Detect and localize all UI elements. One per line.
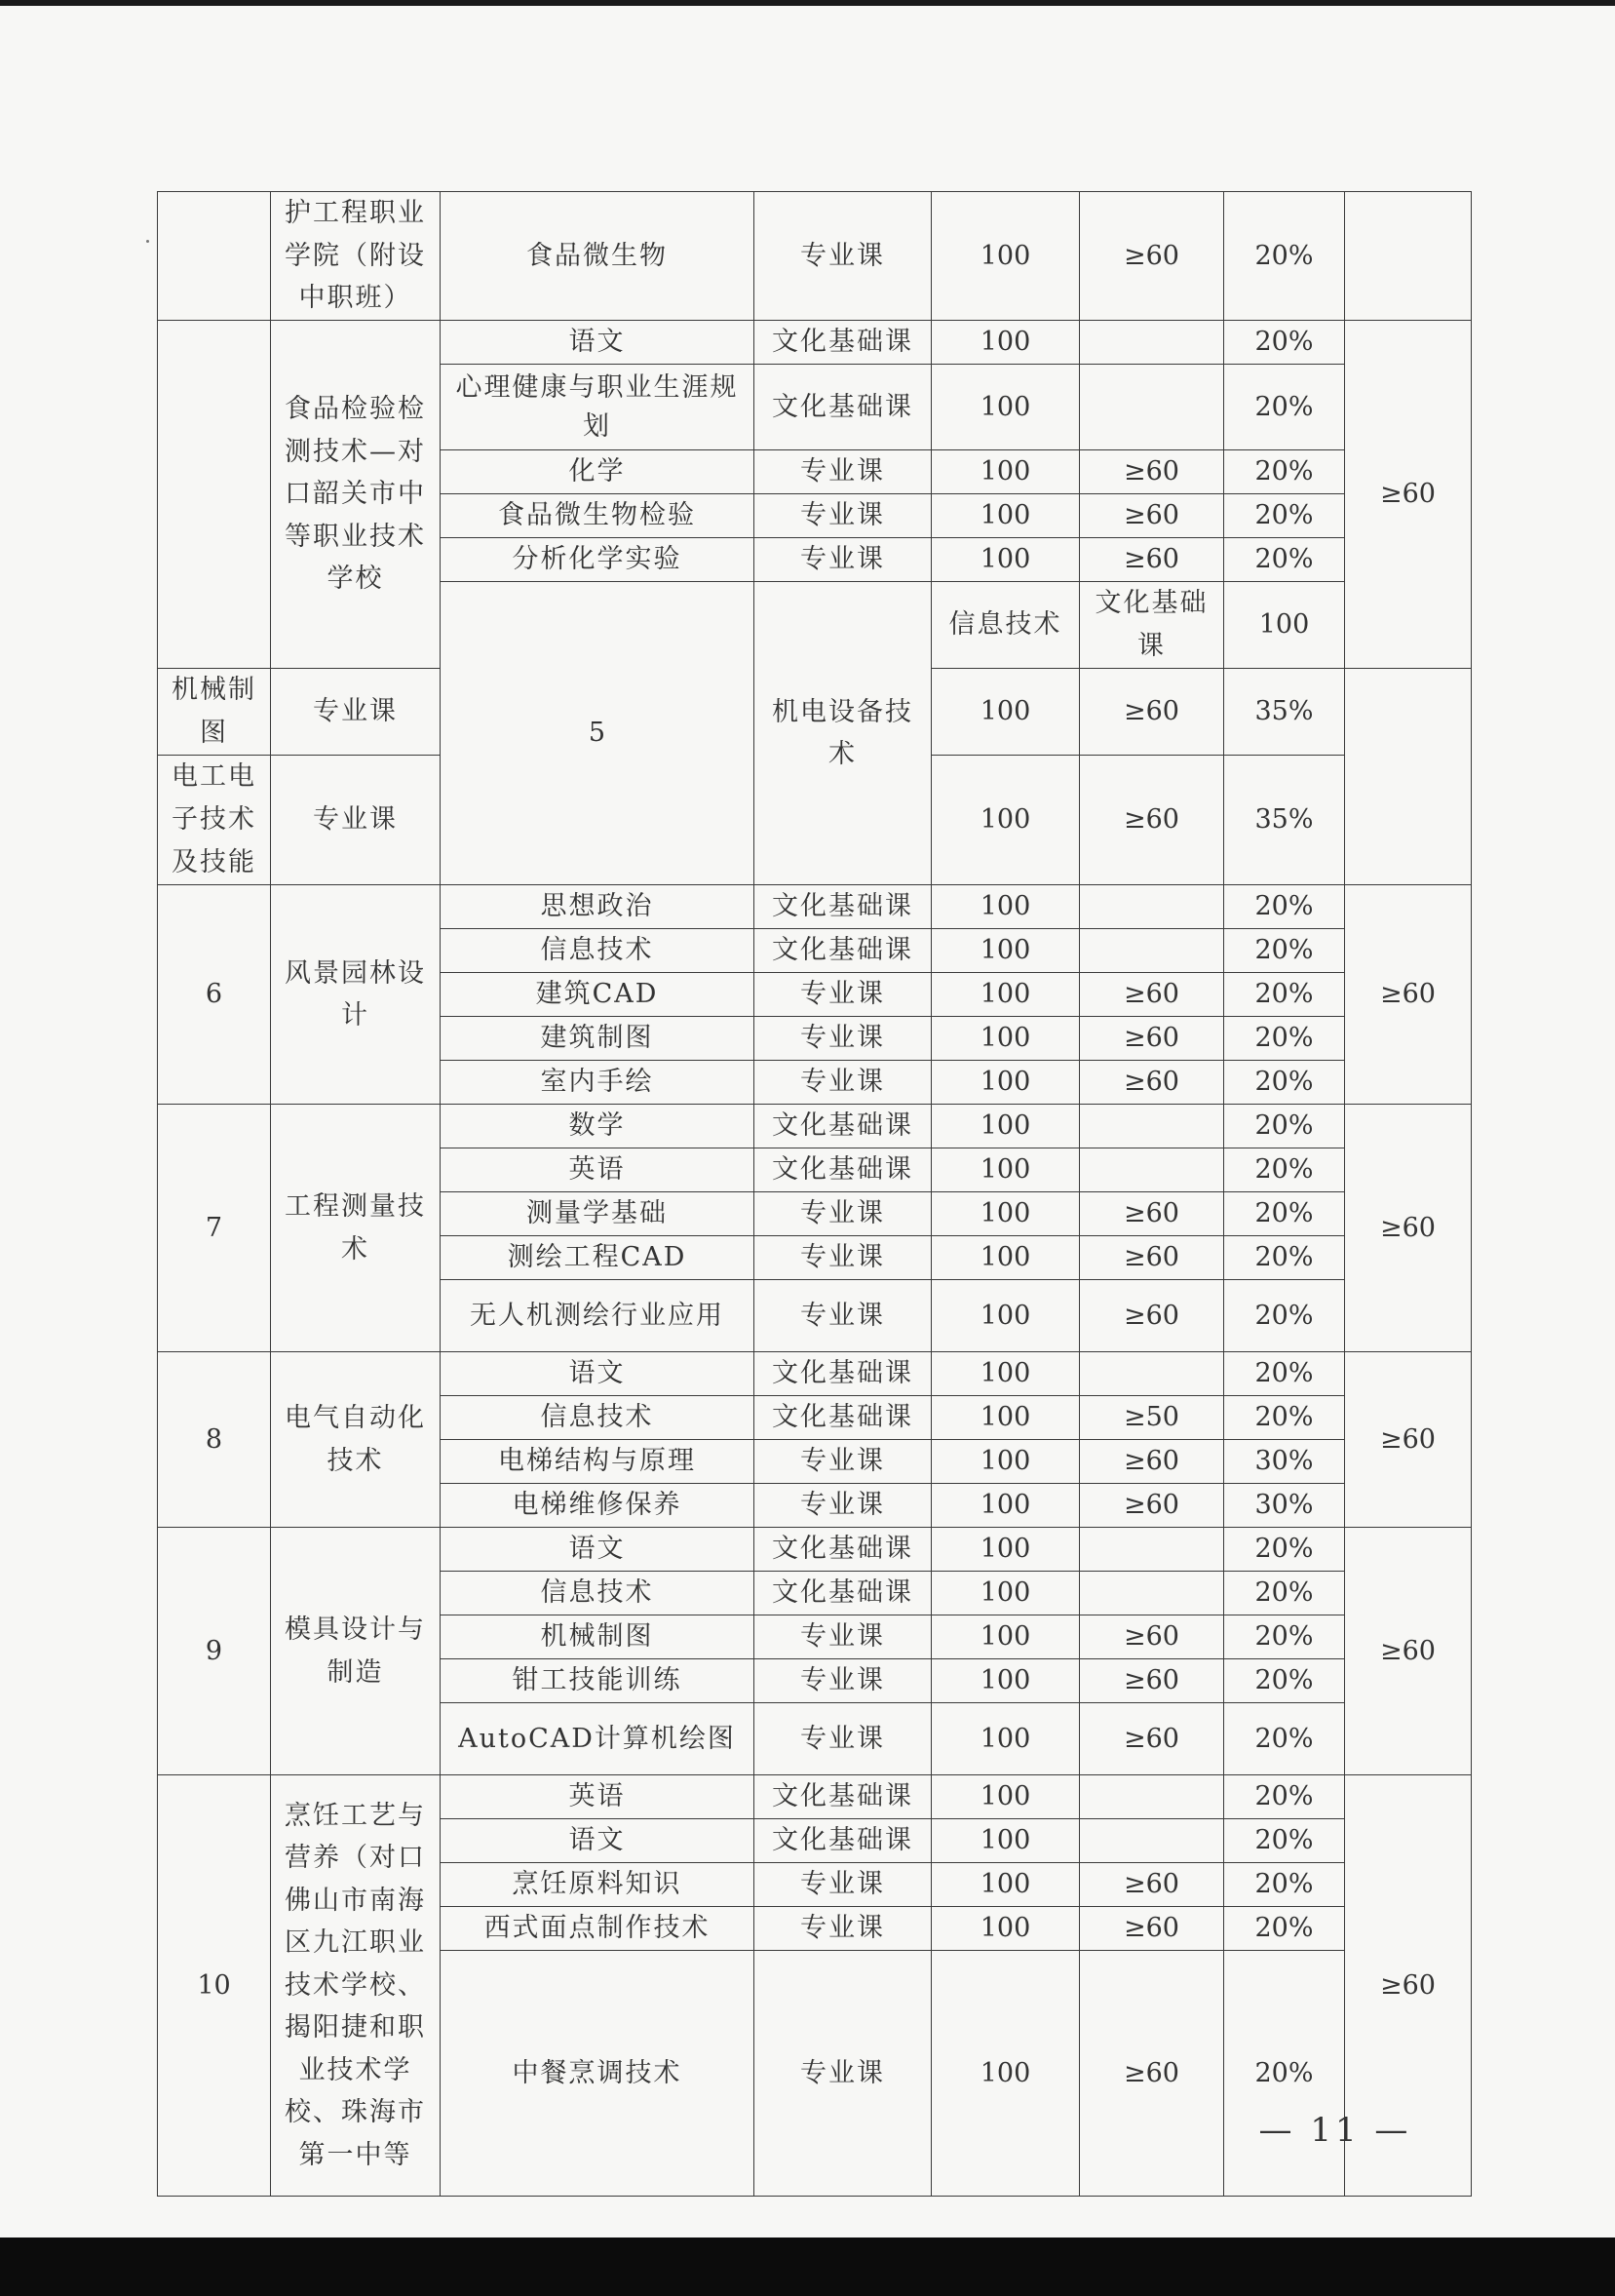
full-score-cell: 100 xyxy=(932,1775,1080,1819)
subject-cell: 英语 xyxy=(441,1148,754,1192)
course-type-cell: 专业课 xyxy=(754,973,932,1017)
weight-cell: 20% xyxy=(1224,538,1345,582)
full-score-cell: 100 xyxy=(932,1192,1080,1236)
course-type-cell: 文化基础课 xyxy=(754,929,932,973)
min-score-cell xyxy=(1080,1352,1224,1396)
min-score-cell xyxy=(1080,1148,1224,1192)
course-type-cell: 文化基础课 xyxy=(754,321,932,365)
full-score-cell: 100 xyxy=(932,1440,1080,1484)
row-number-cell: 6 xyxy=(158,885,271,1105)
weight-cell: 30% xyxy=(1224,1484,1345,1528)
weight-cell: 20% xyxy=(1224,1236,1345,1280)
min-score-cell xyxy=(1080,1819,1224,1863)
weight-cell: 20% xyxy=(1224,1572,1345,1615)
full-score-cell: 100 xyxy=(932,1396,1080,1440)
full-score-cell: 100 xyxy=(932,1863,1080,1907)
table-row xyxy=(158,1775,1472,1819)
min-score-cell: ≥60 xyxy=(1080,1017,1224,1061)
full-score-cell: 100 xyxy=(932,1017,1080,1061)
total-score-cell: ≥60 xyxy=(1345,1775,1472,2197)
min-score-cell: ≥60 xyxy=(1080,756,1224,885)
course-type-cell: 专业课 xyxy=(754,494,932,538)
full-score-cell: 100 xyxy=(932,1061,1080,1105)
course-type-cell: 专业课 xyxy=(754,1017,932,1061)
min-score-cell: ≥60 xyxy=(1080,494,1224,538)
major-cell: 机电设备技术 xyxy=(754,582,932,885)
page-number: — 11 — xyxy=(1258,2111,1412,2150)
major-cell: 模具设计与制造 xyxy=(271,1528,441,1775)
min-score-cell xyxy=(1080,1572,1224,1615)
min-score-cell: ≥50 xyxy=(1080,1396,1224,1440)
min-score-cell xyxy=(1080,1105,1224,1148)
subject-cell: 信息技术 xyxy=(441,929,754,973)
min-score-cell xyxy=(1080,885,1224,929)
total-score-cell: ≥60 xyxy=(1345,885,1472,1105)
subject-cell: 烹饪原料知识 xyxy=(441,1863,754,1907)
weight-cell: 20% xyxy=(1224,1396,1345,1440)
full-score-cell: 100 xyxy=(932,1703,1080,1775)
weight-cell: 20% xyxy=(1224,1775,1345,1819)
weight-cell: 20% xyxy=(1224,1352,1345,1396)
full-score-cell: 100 xyxy=(932,1352,1080,1396)
min-score-cell: ≥60 xyxy=(1080,1863,1224,1907)
course-type-cell: 专业课 xyxy=(754,1280,932,1352)
row-number-cell: 10 xyxy=(158,1775,271,2197)
course-type-cell: 专业课 xyxy=(754,1061,932,1105)
full-score-cell: 100 xyxy=(932,1236,1080,1280)
course-type-cell: 文化基础课 xyxy=(754,1819,932,1863)
course-type-cell: 文化基础课 xyxy=(754,1352,932,1396)
full-score-cell: 100 xyxy=(932,1105,1080,1148)
course-type-cell: 专业课 xyxy=(754,1484,932,1528)
min-score-cell: ≥60 xyxy=(1080,1615,1224,1659)
full-score-cell: 100 xyxy=(932,365,1080,450)
subject-cell: 室内手绘 xyxy=(441,1061,754,1105)
subject-cell: 测量学基础 xyxy=(441,1192,754,1236)
course-type-cell: 文化基础课 xyxy=(754,1572,932,1615)
min-score-cell: ≥60 xyxy=(1080,1951,1224,2197)
full-score-cell: 100 xyxy=(932,973,1080,1017)
course-type-cell: 专业课 xyxy=(754,1703,932,1775)
row-number-cell: 9 xyxy=(158,1528,271,1775)
subject-cell: 信息技术 xyxy=(441,1572,754,1615)
weight-cell: 20% xyxy=(1224,1703,1345,1775)
full-score-cell: 100 xyxy=(932,669,1080,756)
min-score-cell: ≥60 xyxy=(1080,1659,1224,1703)
full-score-cell: 100 xyxy=(932,1572,1080,1615)
weight-cell: 20% xyxy=(1224,365,1345,450)
subject-cell: 机械制图 xyxy=(441,1615,754,1659)
subject-cell: 信息技术 xyxy=(932,582,1080,669)
subject-cell: 电工电子技术及技能 xyxy=(158,756,271,885)
weight-cell: 20% xyxy=(1224,1017,1345,1061)
full-score-cell: 100 xyxy=(932,1819,1080,1863)
subject-cell: AutoCAD计算机绘图 xyxy=(441,1703,754,1775)
full-score-cell: 100 xyxy=(932,756,1080,885)
weight-cell: 20% xyxy=(1224,494,1345,538)
major-cell: 工程测量技术 xyxy=(271,1105,441,1352)
course-type-cell: 专业课 xyxy=(754,1440,932,1484)
course-type-cell: 专业课 xyxy=(754,1907,932,1951)
major-cell: 食品检验检测技术—对口韶关市中等职业技术学校 xyxy=(271,321,441,669)
weight-cell: 20% xyxy=(1224,1819,1345,1863)
subject-cell: 钳工技能训练 xyxy=(441,1659,754,1703)
subject-cell: 无人机测绘行业应用 xyxy=(441,1280,754,1352)
min-score-cell: ≥60 xyxy=(1080,450,1224,494)
major-cell: 风景园林设计 xyxy=(271,885,441,1105)
subject-cell: 电梯结构与原理 xyxy=(441,1440,754,1484)
course-type-cell: 专业课 xyxy=(754,450,932,494)
total-score-cell: ≥60 xyxy=(1345,1105,1472,1352)
full-score-cell: 100 xyxy=(932,1148,1080,1192)
weight-cell: 20% xyxy=(1224,1105,1345,1148)
full-score-cell: 100 xyxy=(932,929,1080,973)
full-score-cell: 100 xyxy=(1224,582,1345,669)
full-score-cell: 100 xyxy=(932,885,1080,929)
course-type-cell: 专业课 xyxy=(754,538,932,582)
course-type-cell: 专业课 xyxy=(754,1236,932,1280)
course-type-cell: 专业课 xyxy=(754,1863,932,1907)
weight-cell: 20% xyxy=(1224,929,1345,973)
weight-cell: 20% xyxy=(1224,1280,1345,1352)
min-score-cell xyxy=(1080,929,1224,973)
course-type-cell: 专业课 xyxy=(754,1615,932,1659)
major-cell: 护工程职业学院（附设中职班） xyxy=(271,192,441,321)
table-row xyxy=(158,1105,1472,1148)
min-score-cell xyxy=(1080,321,1224,365)
subject-cell: 思想政治 xyxy=(441,885,754,929)
subject-cell: 西式面点制作技术 xyxy=(441,1907,754,1951)
total-score-cell: ≥60 xyxy=(1345,321,1472,669)
table-row xyxy=(158,321,1472,365)
course-type-cell: 专业课 xyxy=(271,669,441,756)
course-type-cell: 文化基础课 xyxy=(754,365,932,450)
full-score-cell: 100 xyxy=(932,1484,1080,1528)
subject-cell: 心理健康与职业生涯规划 xyxy=(441,365,754,450)
full-score-cell: 100 xyxy=(932,494,1080,538)
course-type-cell: 专业课 xyxy=(754,192,932,321)
full-score-cell: 100 xyxy=(932,1528,1080,1572)
weight-cell: 20% xyxy=(1224,1061,1345,1105)
weight-cell: 20% xyxy=(1224,1863,1345,1907)
table-row xyxy=(158,192,1472,321)
min-score-cell: ≥60 xyxy=(1080,1061,1224,1105)
row-number-cell: 8 xyxy=(158,1352,271,1528)
min-score-cell: ≥60 xyxy=(1080,192,1224,321)
min-score-cell: ≥60 xyxy=(1080,669,1224,756)
major-cell: 烹饪工艺与营养（对口佛山市南海区九江职业技术学校、揭阳捷和职业技术学校、珠海市第一中等 xyxy=(271,1775,441,2197)
course-type-cell: 文化基础课 xyxy=(1080,582,1224,669)
scan-speck xyxy=(146,240,149,243)
subject-cell: 语文 xyxy=(441,1528,754,1572)
full-score-cell: 100 xyxy=(932,1907,1080,1951)
full-score-cell: 100 xyxy=(932,1951,1080,2197)
weight-cell: 20% xyxy=(1224,192,1345,321)
table-row xyxy=(158,1528,1472,1572)
weight-cell: 20% xyxy=(1224,885,1345,929)
course-type-cell: 专业课 xyxy=(754,1192,932,1236)
course-type-cell: 专业课 xyxy=(271,756,441,885)
full-score-cell: 100 xyxy=(932,1659,1080,1703)
subject-cell: 中餐烹调技术 xyxy=(441,1951,754,2197)
course-type-cell: 文化基础课 xyxy=(754,1396,932,1440)
subject-cell: 电梯维修保养 xyxy=(441,1484,754,1528)
subject-cell: 建筑制图 xyxy=(441,1017,754,1061)
subject-cell: 数学 xyxy=(441,1105,754,1148)
subject-cell: 语文 xyxy=(441,321,754,365)
weight-cell: 20% xyxy=(1224,1528,1345,1572)
subject-cell: 信息技术 xyxy=(441,1396,754,1440)
subject-cell: 食品微生物 xyxy=(441,192,754,321)
course-type-cell: 专业课 xyxy=(754,1659,932,1703)
weight-cell: 20% xyxy=(1224,1907,1345,1951)
scan-bottom-edge xyxy=(0,2238,1615,2296)
min-score-cell: ≥60 xyxy=(1080,1280,1224,1352)
weight-cell: 20% xyxy=(1224,450,1345,494)
full-score-cell: 100 xyxy=(932,321,1080,365)
weight-cell: 30% xyxy=(1224,1440,1345,1484)
weight-cell: 20% xyxy=(1224,1615,1345,1659)
full-score-cell: 100 xyxy=(932,1615,1080,1659)
total-score-cell: ≥60 xyxy=(1345,1352,1472,1528)
course-type-cell: 专业课 xyxy=(754,1951,932,2197)
subject-cell: 机械制图 xyxy=(158,669,271,756)
weight-cell: 20% xyxy=(1224,1659,1345,1703)
subject-cell: 测绘工程CAD xyxy=(441,1236,754,1280)
course-type-cell: 文化基础课 xyxy=(754,1105,932,1148)
table-row xyxy=(158,1352,1472,1396)
subject-cell: 化学 xyxy=(441,450,754,494)
course-type-cell: 文化基础课 xyxy=(754,1148,932,1192)
min-score-cell: ≥60 xyxy=(1080,1192,1224,1236)
min-score-cell: ≥60 xyxy=(1080,973,1224,1017)
full-score-cell: 100 xyxy=(932,192,1080,321)
weight-cell: 35% xyxy=(1224,756,1345,885)
min-score-cell: ≥60 xyxy=(1080,1703,1224,1775)
row-number-cell: 5 xyxy=(441,582,754,885)
weight-cell: 20% xyxy=(1224,1148,1345,1192)
total-score-cell: ≥60 xyxy=(1345,1528,1472,1775)
min-score-cell xyxy=(1080,365,1224,450)
row-number-cell: 7 xyxy=(158,1105,271,1352)
full-score-cell: 100 xyxy=(932,450,1080,494)
subject-cell: 食品微生物检验 xyxy=(441,494,754,538)
total-score-cell xyxy=(1345,192,1472,321)
weight-cell: 20% xyxy=(1224,1951,1345,2197)
subject-cell: 英语 xyxy=(441,1775,754,1819)
subject-cell: 建筑CAD xyxy=(441,973,754,1017)
min-score-cell xyxy=(1080,1528,1224,1572)
full-score-cell: 100 xyxy=(932,1280,1080,1352)
course-type-cell: 文化基础课 xyxy=(754,1775,932,1819)
weight-cell: 20% xyxy=(1224,973,1345,1017)
row-number-cell xyxy=(158,192,271,321)
major-cell: 电气自动化技术 xyxy=(271,1352,441,1528)
min-score-cell: ≥60 xyxy=(1080,1440,1224,1484)
min-score-cell: ≥60 xyxy=(1080,1907,1224,1951)
row-number-cell xyxy=(158,321,271,669)
course-type-cell: 文化基础课 xyxy=(754,1528,932,1572)
exam-score-table xyxy=(157,191,1472,2197)
scan-top-edge xyxy=(0,0,1615,6)
weight-cell: 20% xyxy=(1224,1192,1345,1236)
min-score-cell xyxy=(1080,1775,1224,1819)
full-score-cell: 100 xyxy=(932,538,1080,582)
weight-cell: 20% xyxy=(1224,321,1345,365)
subject-cell: 分析化学实验 xyxy=(441,538,754,582)
subject-cell: 语文 xyxy=(441,1352,754,1396)
min-score-cell: ≥60 xyxy=(1080,1484,1224,1528)
min-score-cell: ≥60 xyxy=(1080,1236,1224,1280)
subject-cell: 语文 xyxy=(441,1819,754,1863)
weight-cell: 35% xyxy=(1224,669,1345,756)
min-score-cell: ≥60 xyxy=(1080,538,1224,582)
table-row xyxy=(158,885,1472,929)
course-type-cell: 文化基础课 xyxy=(754,885,932,929)
